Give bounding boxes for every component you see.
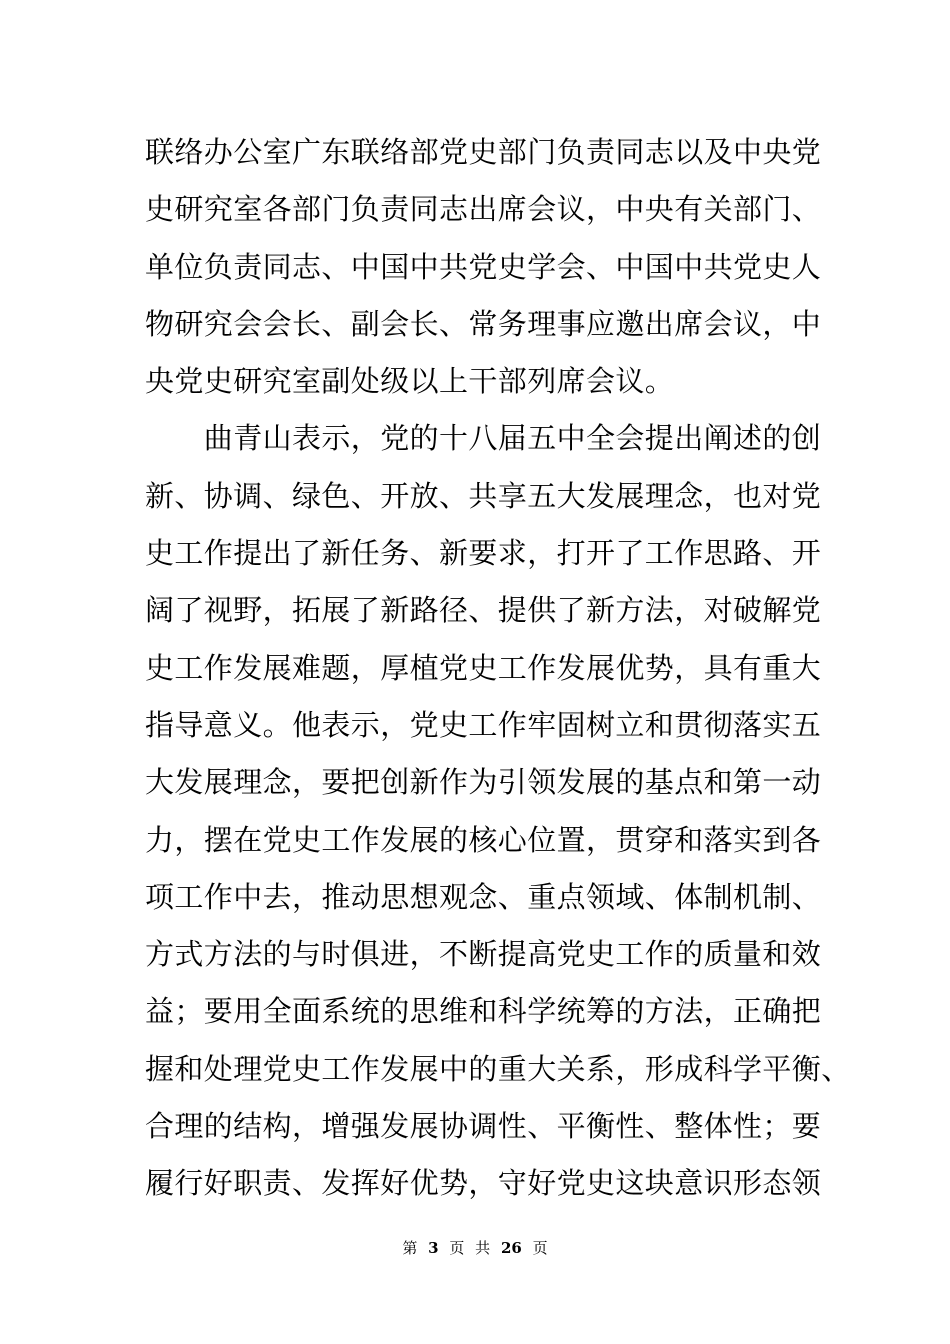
footer-page-unit: 页 <box>449 1239 465 1257</box>
text-line: 联络办公室广东联络部党史部门负责同志以及中央党 <box>145 135 822 169</box>
text-line: 曲青山表示，党的十八届五中全会提出阐述的创 <box>145 421 822 456</box>
total-pages-number: 26 <box>500 1239 522 1257</box>
text-line: 项工作中去，推动思想观念、重点领域、体制机制、 <box>145 879 822 914</box>
text-line: 大发展理念，要把创新作为引领发展的基点和第一动 <box>145 765 822 800</box>
text-line: 合理的结构，增强发展协调性、平衡性、整体性；要 <box>145 1109 822 1144</box>
text-line: 单位负责同志、中国中共党史学会、中国中共党史人 <box>145 249 822 284</box>
text-line: 履行好职责、发挥好优势，守好党史这块意识形态领 <box>145 1166 822 1201</box>
text-line: 新、协调、绿色、开放、共享五大发展理念，也对党 <box>145 478 822 513</box>
text-line: 物研究会会长、副会长、常务理事应邀出席会议，中 <box>145 306 822 341</box>
footer-total-prefix: 共 <box>475 1239 491 1257</box>
text-line: 史工作提出了新任务、新要求，打开了工作思路、开 <box>145 536 822 571</box>
page-footer <box>0 1238 950 1258</box>
text-line: 指导意义。他表示，党史工作牢固树立和贯彻落实五 <box>145 707 822 742</box>
footer-prefix: 第 <box>402 1239 418 1257</box>
footer-suffix: 页 <box>532 1239 548 1257</box>
text-line: 方式方法的与时俱进，不断提高党史工作的质量和效 <box>145 937 822 972</box>
text-line: 益；要用全面系统的思维和科学统筹的方法，正确把 <box>145 994 822 1029</box>
text-line: 握和处理党史工作发展中的重大关系，形成科学平衡、 <box>145 1051 851 1086</box>
text-line: 阔了视野，拓展了新路径、提供了新方法，对破解党 <box>145 593 822 628</box>
body-text <box>145 124 851 1213</box>
current-page-number: 3 <box>428 1239 439 1257</box>
text-line: 史研究室各部门负责同志出席会议，中央有关部门、 <box>145 192 822 227</box>
text-line: 史工作发展难题，厚植党史工作发展优势，具有重大 <box>145 650 822 685</box>
text-line: 央党史研究室副处级以上干部列席会议。 <box>145 364 675 399</box>
text-line: 力，摆在党史工作发展的核心位置，贯穿和落实到各 <box>145 822 822 857</box>
